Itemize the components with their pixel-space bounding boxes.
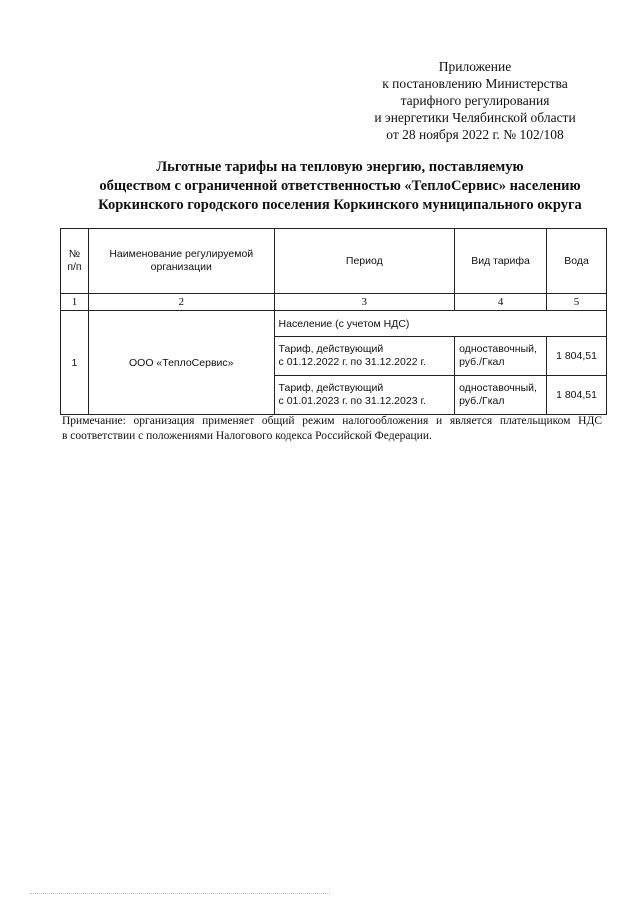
tariff-table	[60, 228, 607, 415]
appendix-line: тарифного регулирования	[400, 93, 550, 108]
row-org: ООО «ТеплоСервис»	[88, 311, 274, 415]
appendix-line: от 28 ноября 2022 г. № 102/108	[386, 127, 564, 142]
table-row	[61, 311, 607, 337]
appendix-line: и энергетики Челябинской области	[374, 110, 576, 125]
document-title	[40, 158, 640, 215]
row-period: Тариф, действующий с 01.01.2023 г. по 31.12.2023 г.	[274, 376, 455, 415]
row-population: Население (с учетом НДС)	[274, 311, 606, 337]
scan-artifact-line	[30, 893, 330, 895]
appendix-line: к постановлению Министерства	[382, 76, 568, 91]
note-line: в соответствии с положениями Налогового кодекса Российской Федерации.	[62, 430, 432, 442]
note-line: Примечание: организация применяет общий режим налогообложения и является плательщиком НДС	[62, 415, 602, 427]
row-water-value: 1 804,51	[547, 337, 607, 376]
header-water: Вода	[547, 229, 607, 294]
column-number: 3	[274, 294, 455, 311]
title-line: Коркинского городского поселения Коркинского муниципального округа	[98, 197, 582, 213]
column-number: 4	[455, 294, 547, 311]
appendix-line: Приложение	[438, 59, 512, 74]
column-number: 5	[547, 294, 607, 311]
row-tariff-type: одноставочный, руб./Гкал	[455, 376, 547, 415]
row-period: Тариф, действующий с 01.12.2022 г. по 31.12.2022 г.	[274, 337, 455, 376]
header-period: Период	[274, 229, 455, 294]
header-org: Наименование регулируемой организации	[88, 229, 274, 294]
title-line: обществом с ограниченной ответственностью «ТеплоСервис» населению	[99, 178, 581, 194]
note	[62, 414, 602, 444]
header-num: № п/п	[61, 229, 89, 294]
row-tariff-type: одноставочный, руб./Гкал	[455, 337, 547, 376]
table-header-row	[61, 229, 607, 294]
title-line: Льготные тарифы на тепловую энергию, поставляемую	[156, 159, 524, 175]
row-water-value: 1 804,51	[547, 376, 607, 415]
column-number: 1	[61, 294, 89, 311]
row-num: 1	[61, 311, 89, 415]
column-numbers-row	[61, 294, 607, 311]
header-tariff-type: Вид тарифа	[455, 229, 547, 294]
appendix-header	[330, 58, 620, 143]
column-number: 2	[88, 294, 274, 311]
